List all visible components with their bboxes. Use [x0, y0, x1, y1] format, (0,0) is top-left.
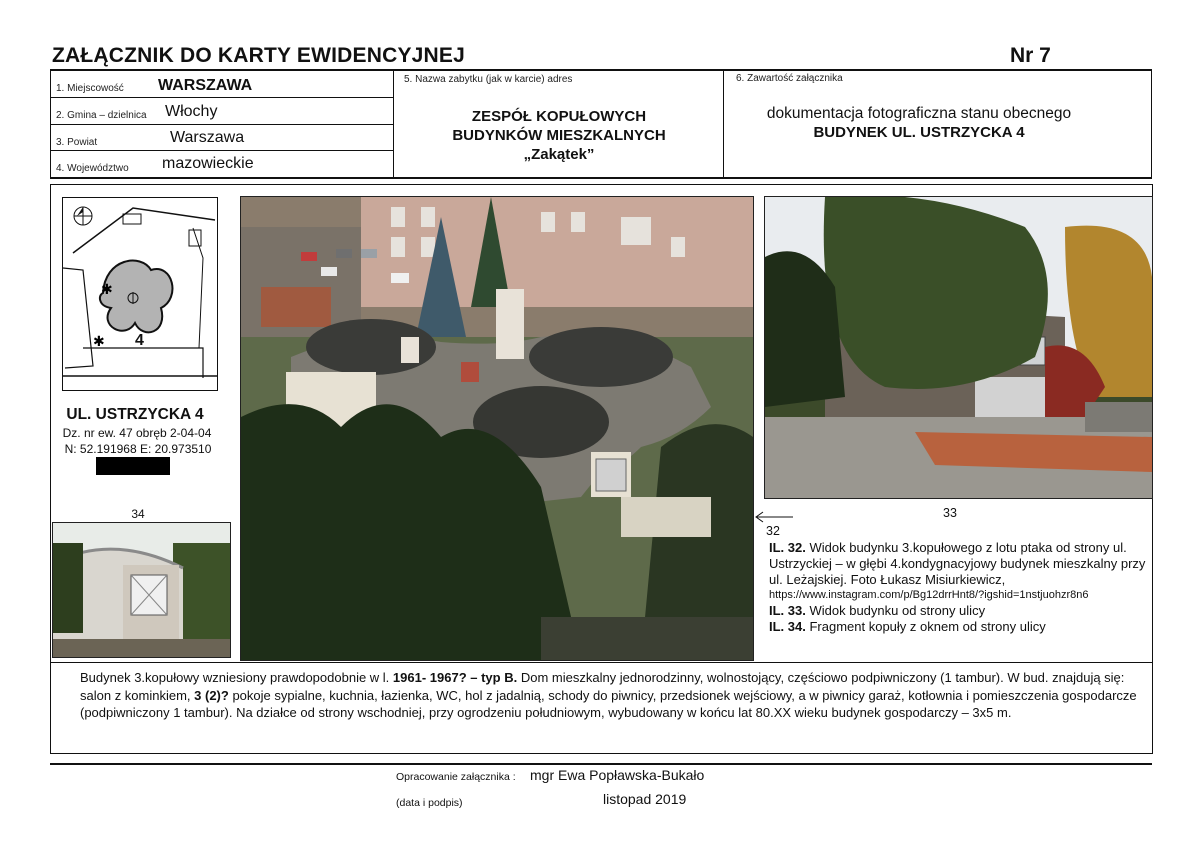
field-label-gmina: 2. Gmina – dzielnica	[56, 110, 147, 121]
photo-34-image	[53, 523, 230, 657]
footer-rule	[50, 763, 1152, 765]
description-part-2: Dom mieszkalny jednorodzinny, wolnostojący, częściowo podpiwniczony (1 tambur). W bud. znajdują się: salon z kominkiem,	[80, 670, 1125, 703]
photo-34	[52, 522, 231, 658]
signature-label: (data i podpis)	[396, 797, 463, 809]
caption-32	[769, 540, 1147, 588]
description-rule	[51, 662, 1152, 663]
site-map-drawing	[63, 198, 217, 390]
document-title: ZAŁĄCZNIK DO KARTY EWIDENCYJNEJ	[52, 44, 466, 67]
monument-line-3: „Zakątek”	[523, 146, 595, 163]
field-value-gmina: Włochy	[165, 103, 218, 120]
table-bottom-rule	[50, 177, 1152, 179]
location-parcel: Dz. nr ew. 47 obręb 2-04-04	[62, 426, 212, 440]
svg-text:✱: ✱	[93, 334, 105, 350]
caption-33-number: IL. 33.	[769, 603, 806, 618]
contents-description	[724, 104, 1114, 142]
header-rule	[50, 69, 1152, 71]
row-rule-2	[50, 124, 393, 125]
monument-name	[394, 107, 724, 164]
row-rule-1	[50, 97, 393, 98]
document-number: Nr 7	[1010, 44, 1051, 67]
description-part-1: Budynek 3.kopułowy wzniesiony prawdopodobnie w l.	[80, 670, 393, 685]
description-part-3: pokoje sypialne, kuchnia, łazienka, WC, hol z jadalnią, schody do piwnicy, przedsionek wejściowy, a w piwnicy garaż, kotłownia i pomieszczenia gospodarcze (podpiwniczony 1 tambur). Na działce od strony wschodniej, przy ogrodzeniu południowym, wybudowany w końcu lat 80.XX wieku budynek gospodarczy – 3x5 m.	[80, 687, 1137, 720]
field-value-miejscowosc: WARSZAWA	[158, 77, 253, 94]
field-value-powiat: Warszawa	[170, 129, 245, 146]
photo-32	[240, 196, 754, 661]
photo-32-image	[241, 197, 753, 660]
caption-32-link: https://www.instagram.com/p/Bg12drrHnt8/?igshid=1nstjuohzr8n6	[769, 589, 1089, 601]
monument-line-2: BUDYNKÓW MIESZKALNYCH	[452, 127, 666, 144]
plot-number: 4	[135, 332, 144, 349]
contents-line-2: BUDYNEK UL. USTRZYCKA 4	[813, 124, 1025, 141]
redaction-bar	[96, 457, 170, 475]
location-address: UL. USTRZYCKA 4	[66, 406, 204, 423]
contents-label: 6. Zawartość załącznika	[736, 73, 843, 84]
contents-line-1: dokumentacja fotograficzna stanu obecnego	[766, 105, 1072, 122]
photo-33	[764, 196, 1153, 499]
field-value-wojewodztwo: mazowieckie	[162, 155, 254, 172]
table-border-right	[1151, 70, 1152, 178]
description-rooms: 3 (2)?	[194, 687, 229, 703]
site-map	[62, 197, 218, 391]
document-date: listopad 2019	[603, 791, 687, 807]
photo-33-number: 33	[943, 506, 957, 520]
building-description	[80, 669, 1142, 722]
caption-33	[769, 603, 1147, 619]
caption-33-text: Widok budynku od strony ulicy	[809, 603, 986, 618]
photo-34-number: 34	[131, 507, 145, 521]
description-dating: 1961- 1967? – typ B.	[392, 670, 518, 685]
caption-32-text: Widok budynku 3.kopułowego z lotu ptaka od strony ul. Ustrzyckiej – w głębi 4.kondygnacyjowy budynek mieszkalny przy ul. Leżajskiej. Foto Łukasz Misiurkiewicz,	[769, 540, 1146, 587]
caption-34-number: IL. 34.	[769, 619, 806, 634]
svg-text:✱: ✱	[101, 282, 113, 298]
caption-34-text: Fragment kopuły z oknem od strony ulicy	[809, 619, 1046, 634]
field-label-miejscowosc: 1. Miejscowość	[56, 83, 124, 94]
caption-34	[769, 619, 1147, 635]
location-coords: N: 52.191968 E: 20.973510	[64, 442, 212, 456]
field-label-powiat: 3. Powiat	[56, 137, 98, 148]
photo-33-image	[765, 197, 1152, 498]
arrow-left-icon	[753, 510, 795, 524]
field-label-wojewodztwo: 4. Województwo	[56, 163, 129, 174]
monument-label: 5. Nazwa zabytku (jak w karcie) adres	[404, 74, 573, 85]
caption-32-number: IL. 32.	[769, 540, 806, 555]
monument-line-1: ZESPÓŁ KOPUŁOWYCH	[471, 108, 647, 125]
prepared-label: Opracowanie załącznika :	[396, 771, 516, 783]
photo-32-number: 32	[766, 524, 780, 538]
captions-block	[769, 540, 1147, 635]
author-name: mgr Ewa Popławska-Bukało	[530, 767, 705, 783]
row-rule-3	[50, 150, 393, 151]
